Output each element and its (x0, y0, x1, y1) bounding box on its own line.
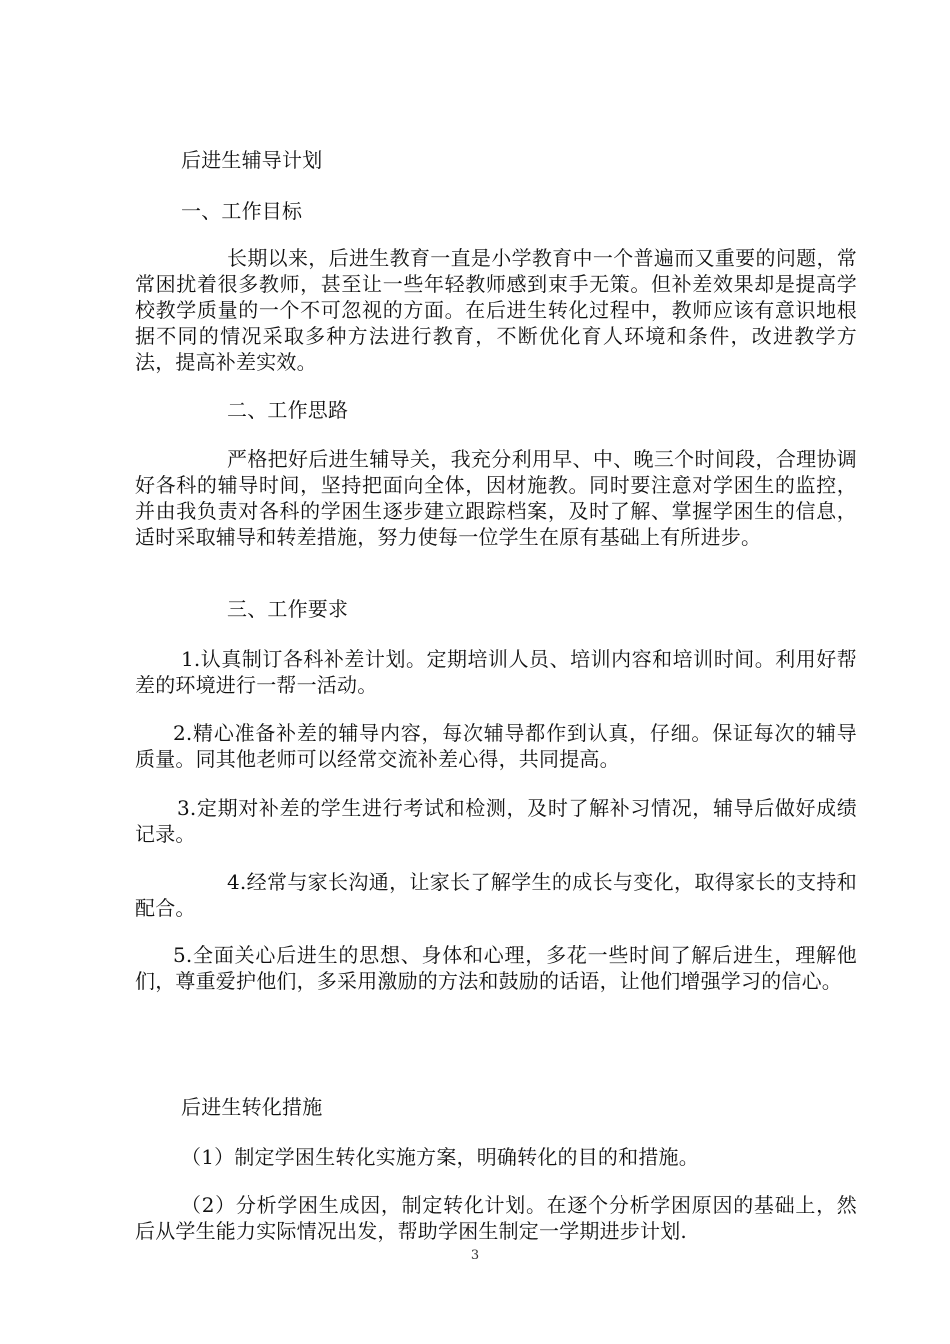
document-title: 后进生辅导计划 (181, 148, 323, 172)
requirement-item: 4.经常与家长沟通，让家长了解学生的成长与变化，取得家长的支持和配合。 (135, 870, 857, 920)
requirement-item: 3.定期对补差的学生进行考试和检测，及时了解补习情况，辅导后做好成绩记录。 (135, 796, 857, 846)
section-heading-approach: 二、工作思路 (227, 398, 349, 422)
requirement-item: 1.认真制订各科补差计划。定期培训人员、培训内容和培训时间。利用好帮差的环境进行一帮一活动。 (135, 647, 857, 697)
section-body-goals: 长期以来，后进生教育一直是小学教育中一个普遍而又重要的问题，常常困扰着很多教师，甚至让一些年轻教师感到束手无策。但补差效果却是提高学校教学质量的一个不可忽视的方面。在后进生转化过程中，教师应该有意识地根据不同的情况采取多种方法进行教育，不断优化育人环境和条件，改进教学方法，提高补差实效。 (135, 246, 857, 374)
section-heading-requirements: 三、工作要求 (227, 597, 349, 621)
measures-title: 后进生转化措施 (181, 1095, 323, 1119)
requirement-item: 2.精心准备补差的辅导内容，每次辅导都作到认真，仔细。保证每次的辅导质量。同其他老师可以经常交流补差心得，共同提高。 (135, 721, 857, 771)
page-number: 3 (470, 1248, 480, 1263)
requirement-item: 5.全面关心后进生的思想、身体和心理，多花一些时间了解后进生，理解他们，尊重爱护他们，多采用激励的方法和鼓励的话语，让他们增强学习的信心。 (135, 943, 857, 993)
measure-item: （1）制定学困生转化实施方案，明确转化的目的和措施。 (181, 1145, 699, 1169)
section-body-approach: 严格把好后进生辅导关，我充分利用早、中、晚三个时间段，合理协调好各科的辅导时间，坚持把面向全体，因材施教。同时要注意对学困生的监控，并由我负责对各科的学困生逐步建立跟踪档案，及时了解、掌握学困生的信息，适时采取辅导和转差措施，努力使每一位学生在原有基础上有所进步。 (135, 447, 857, 549)
measure-item: （2）分析学困生成因，制定转化计划。在逐个分析学困原因的基础上，然后从学生能力实际情况出发，帮助学困生制定一学期进步计划. (135, 1193, 857, 1243)
section-heading-goals: 一、工作目标 (181, 199, 303, 223)
